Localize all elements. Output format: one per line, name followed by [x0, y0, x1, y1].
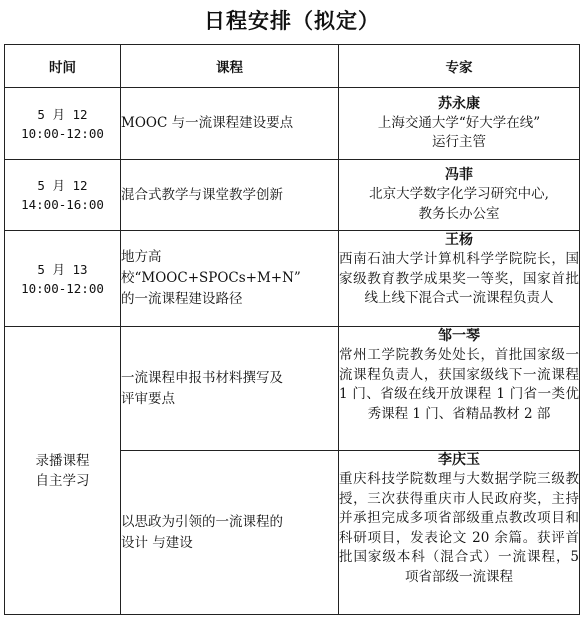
expert-name: 冯菲 — [445, 167, 473, 183]
expert-cell — [339, 327, 580, 451]
self-study-text: 自主学习 — [35, 472, 90, 489]
table-row — [5, 88, 580, 160]
hours-text: 10:00-12:00 — [21, 280, 104, 296]
table-row — [5, 160, 580, 231]
header-course: 课程 — [121, 45, 339, 88]
course-cell — [121, 327, 339, 451]
expert-name: 王杨 — [445, 232, 473, 248]
course-title: MOOC 与一流课程建设要点 — [121, 115, 294, 131]
expert-bio-line: 北京大学数字化学习研究中心, — [369, 186, 549, 202]
expert-name: 邹一琴 — [438, 328, 480, 344]
expert-bio: 常州工学院教务处处长，首批国家级一流课程负责人，获国家级线下一流课程 1 门、省级在线开放课程 1 门省一类优秀课程 1 门、省精品教材 2 部 — [339, 347, 579, 422]
course-cell — [121, 451, 339, 615]
hours-text: 10:00-12:00 — [21, 125, 104, 141]
date-text: 5 月 12 — [37, 106, 88, 122]
expert-cell — [339, 231, 580, 327]
course-cell — [121, 231, 339, 327]
expert-cell — [339, 451, 580, 615]
course-cell — [121, 160, 339, 231]
expert-name: 苏永康 — [438, 95, 480, 112]
expert-bio-line: 运行主管 — [432, 134, 486, 150]
course-title: 一流课程申报书材料撰写及 — [121, 369, 283, 386]
course-title: 的一流课程建设路径 — [121, 291, 243, 307]
course-title: 评审要点 — [121, 390, 175, 407]
expert-bio-line: 教务长办公室 — [418, 205, 500, 222]
time-cell — [5, 160, 121, 231]
course-title: 地方高校“MOOC+SPOCs+M+N” — [121, 249, 301, 286]
expert-name: 李庆玉 — [438, 452, 480, 468]
date-text: 5 月 13 — [37, 261, 88, 277]
table-header-row — [5, 45, 580, 88]
time-cell — [5, 88, 121, 160]
course-cell — [121, 88, 339, 160]
self-study-cell — [5, 327, 121, 615]
expert-bio-line: 上海交通大学“好大学在线” — [377, 114, 541, 131]
time-cell — [5, 231, 121, 327]
self-study-text: 录播课程 — [35, 452, 90, 469]
table-row — [5, 231, 580, 327]
schedule-table — [4, 44, 580, 615]
date-text: 5 月 12 — [37, 178, 88, 193]
expert-bio: 西南石油大学计算机科学学院院长，国家级教育教学成果奖一等奖，国家首批线上线下混合式一流课程负责人 — [339, 251, 579, 306]
expert-bio: 重庆科技学院数理与大数据学院三级教授，三次获得重庆市人民政府奖，主持并承担完成多项省部级重点教改项目和科研项目，发表论文 20 余篇。获评首批国家级本科（混合式）一流课程，5 项省部级一流课程 — [339, 471, 579, 585]
page-title: 日程安排（拟定） — [204, 8, 380, 33]
expert-cell — [339, 160, 580, 231]
hours-text: 14:00-16:00 — [21, 197, 104, 212]
course-title: 设计 与建设 — [121, 534, 193, 551]
course-title: 以思政为引领的一流课程的 — [121, 513, 283, 530]
header-time: 时间 — [5, 45, 121, 88]
table-row — [5, 327, 580, 451]
course-title: 混合式教学与课堂教学创新 — [121, 186, 283, 203]
expert-cell — [339, 88, 580, 160]
header-expert: 专家 — [339, 45, 580, 88]
